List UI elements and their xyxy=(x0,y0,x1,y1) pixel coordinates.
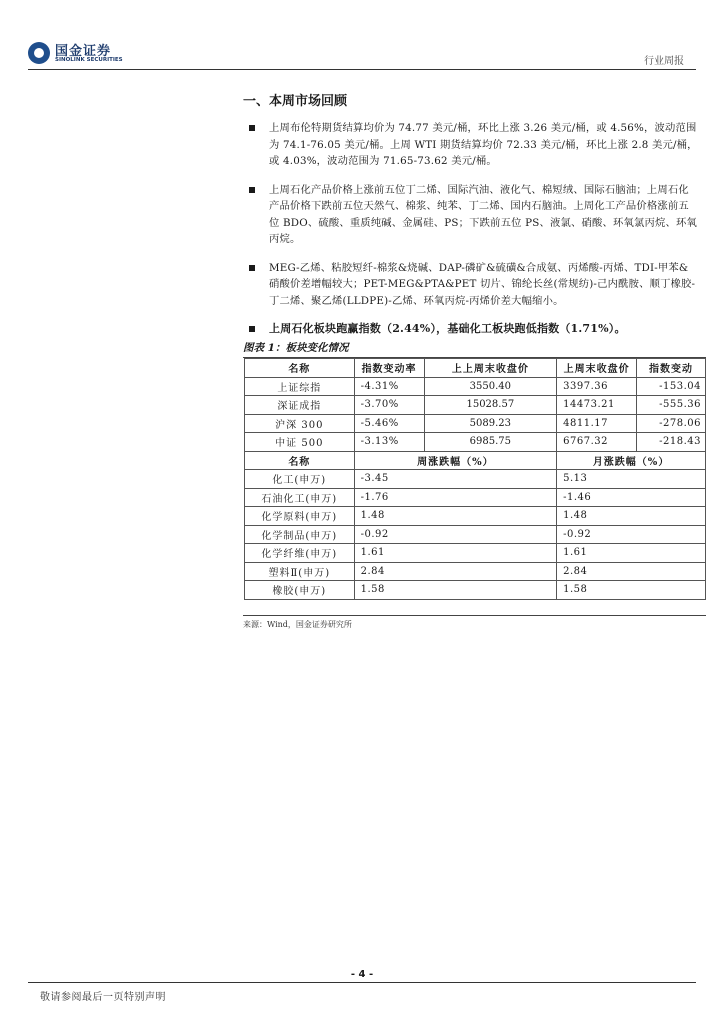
figure-title: 图表 1：板块变化情况 xyxy=(243,340,706,358)
table-header-cell: 指数变动率 xyxy=(354,359,424,378)
prev-close: 5089.23 xyxy=(424,414,557,433)
brand-name-en: SINOLINK SECURITIES xyxy=(55,57,123,63)
table-header-cell: 名称 xyxy=(245,359,355,378)
change-rate: -3.13% xyxy=(354,433,424,452)
bullet-oil-prices: 上周布伦特期货结算均价为 74.77 美元/桶，环比上涨 3.26 美元/桶，或 4.56%，波动范围为 74.1-76.05 美元/桶。上周 WTI 期货结算均价 72.33 美元/桶，环比上涨 2.8 美元/桶，或 4.03%，波动范围为 71.65-73.62 美元/桶。 xyxy=(243,120,698,170)
change-rate: -4.31% xyxy=(354,377,424,396)
last-close: 6767.32 xyxy=(557,433,637,452)
index-name: 上证综指 xyxy=(245,377,355,396)
section-title: 一、本周市场回顾 xyxy=(243,94,348,109)
index-change: -153.04 xyxy=(637,377,706,396)
sector-name: 石油化工(申万) xyxy=(245,488,355,507)
prev-close: 3550.40 xyxy=(424,377,557,396)
bullet-list xyxy=(243,120,698,350)
monthly-change: 1.58 xyxy=(557,581,706,600)
weekly-change: -0.92 xyxy=(354,525,557,544)
table-row xyxy=(245,470,706,489)
bullet-sector-performance: 上周石化板块跑赢指数（2.44%），基础化工板块跑低指数（1.71%）。 xyxy=(243,321,698,338)
table-row xyxy=(245,433,706,452)
sector-name: 化学原料(申万) xyxy=(245,507,355,526)
change-rate: -5.46% xyxy=(354,414,424,433)
table-row xyxy=(245,525,706,544)
report-type: 行业周报 xyxy=(644,56,684,67)
monthly-change: 1.48 xyxy=(557,507,706,526)
brand-logo xyxy=(28,40,138,68)
table-header-cell: 上周末收盘价 xyxy=(557,359,637,378)
weekly-change: 2.84 xyxy=(354,562,557,581)
monthly-change: 2.84 xyxy=(557,562,706,581)
header-divider xyxy=(28,69,696,70)
monthly-change: 5.13 xyxy=(557,470,706,489)
table-row xyxy=(245,377,706,396)
sector-name: 化学纤维(申万) xyxy=(245,544,355,563)
prev-close: 6985.75 xyxy=(424,433,557,452)
table-row xyxy=(245,396,706,415)
weekly-change: -3.45 xyxy=(354,470,557,489)
logo-icon xyxy=(28,42,50,64)
index-change: -218.43 xyxy=(637,433,706,452)
footer-divider xyxy=(28,982,696,983)
monthly-change: 1.61 xyxy=(557,544,706,563)
last-close: 14473.21 xyxy=(557,396,637,415)
table-row xyxy=(245,562,706,581)
sector-name: 化工(申万) xyxy=(245,470,355,489)
footer-disclaimer: 敬请参阅最后一页特别声明 xyxy=(40,992,166,1003)
table-header-cell: 周涨跌幅（%） xyxy=(354,451,557,470)
page-header xyxy=(0,0,724,72)
page-number: - 4 - xyxy=(350,969,374,980)
bullet-product-prices: 上周石化产品价格上涨前五位丁二烯、国际汽油、液化气、棉短绒、国际石脑油；上周石化产品价格下跌前五位天然气、棉浆、纯苯、丁二烯、国内石脑油。上周化工产品价格涨前五位 BDO、硫酸、重质纯碱、金属硅、PS；下跌前五位 PS、液氯、硝酸、环氧氯丙烷、环氧丙烷。 xyxy=(243,182,698,248)
table-header-cell: 名称 xyxy=(245,451,355,470)
last-close: 4811.17 xyxy=(557,414,637,433)
prev-close: 15028.57 xyxy=(424,396,557,415)
weekly-change: 1.58 xyxy=(354,581,557,600)
weekly-change: -1.76 xyxy=(354,488,557,507)
table-header-cell: 月涨跌幅（%） xyxy=(557,451,706,470)
table-row xyxy=(245,414,706,433)
index-change: -278.06 xyxy=(637,414,706,433)
sector-name: 橡胶(申万) xyxy=(245,581,355,600)
index-name: 深证成指 xyxy=(245,396,355,415)
sector-name: 塑料Ⅱ(申万) xyxy=(245,562,355,581)
table-header-row xyxy=(245,359,706,378)
last-close: 3397.36 xyxy=(557,377,637,396)
table-header-row xyxy=(245,451,706,470)
index-name: 中证 500 xyxy=(245,433,355,452)
brand-name-cn: 国金证券 xyxy=(55,44,112,59)
table-row xyxy=(245,488,706,507)
weekly-change: 1.48 xyxy=(354,507,557,526)
table-header-cell: 指数变动 xyxy=(637,359,706,378)
sector-name: 化学制品(申万) xyxy=(245,525,355,544)
monthly-change: -0.92 xyxy=(557,525,706,544)
table-row xyxy=(245,507,706,526)
sector-change-table xyxy=(244,358,706,600)
table-row xyxy=(245,544,706,563)
index-change: -555.36 xyxy=(637,396,706,415)
bullet-spreads: MEG-乙烯、粘胶短纤-棉浆&烧碱、DAP-磷矿&硫磺&合成氨、丙烯酸-丙烯、TDI-甲苯&硝酸价差增幅较大；PET-MEG&PTA&PET 切片、锦纶长丝(常规纺)-己内酰胺、顺丁橡胶-丁二烯、聚乙烯(LLDPE)-乙烯、环氧丙烷-丙烯价差大幅缩小。 xyxy=(243,260,698,310)
monthly-change: -1.46 xyxy=(557,488,706,507)
table-row xyxy=(245,581,706,600)
source-note: 来源：Wind，国金证券研究所 xyxy=(243,615,706,630)
weekly-change: 1.61 xyxy=(354,544,557,563)
table-header-cell: 上上周末收盘价 xyxy=(424,359,557,378)
change-rate: -3.70% xyxy=(354,396,424,415)
index-name: 沪深 300 xyxy=(245,414,355,433)
